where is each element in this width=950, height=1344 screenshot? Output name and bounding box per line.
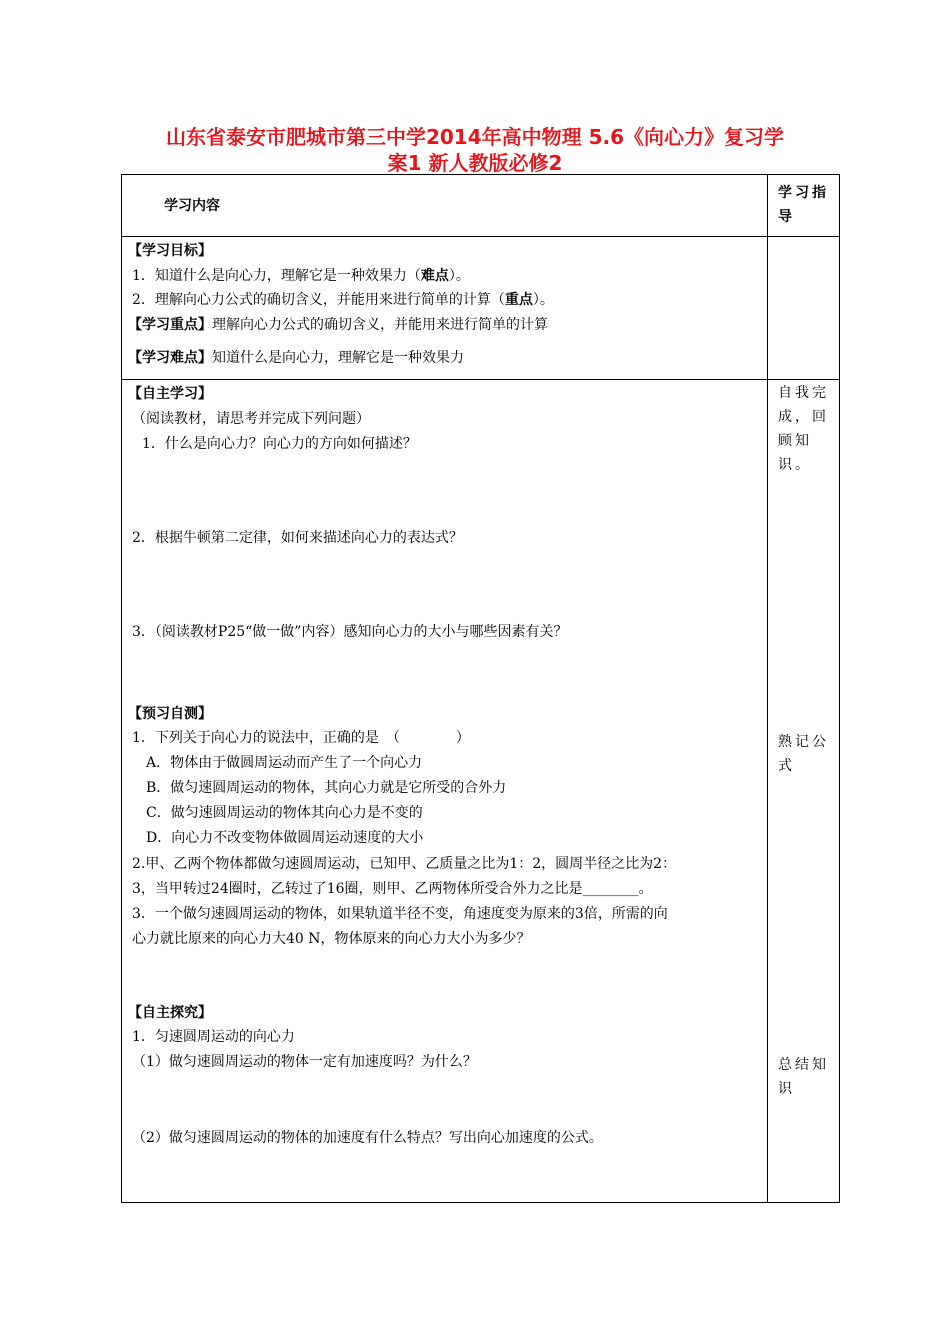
title-line-1: 山东省泰安市肥城市第三中学2014年高中物理 5.6《向心力》复习学 <box>165 125 785 149</box>
preview-q2-line1: 2.甲、乙两个物体都做匀速圆周运动，已知甲、乙质量之比为1：2，圆周半径之比为2： <box>132 856 677 872</box>
preview-q1-option-c: C．做匀速圆周运动的物体其向心力是不变的 <box>146 805 423 821</box>
key-point: 【学习重点】理解向心力公式的确切含义，并能用来进行简单的计算 <box>128 317 548 333</box>
self-study-note: （阅读教材，请思考并完成下列问题） <box>132 411 370 427</box>
explore-sub-2: （2）做匀速圆周运动的物体的加速度有什么特点？写出向心加速度的公式。 <box>132 1130 603 1146</box>
row-divider-objectives <box>122 379 839 380</box>
self-study-q3: 3．（阅读教材P25“做一做”内容）感知向心力的大小与哪些因素有关？ <box>132 624 568 640</box>
preview-q1: 1．下列关于向心力的说法中，正确的是 （ ） <box>132 730 470 746</box>
objective-2: 2．理解向心力公式的确切含义，并能用来进行简单的计算（重点）。 <box>132 292 554 308</box>
preview-q3-line2: 心力就比原来的向心力大40 N，物体原来的向心力大小为多少？ <box>132 931 531 947</box>
title-line-2: 案1 新人教版必修2 <box>387 151 563 175</box>
row-divider-header <box>122 236 839 237</box>
objective-1: 1．知道什么是向心力，理解它是一种效果力（难点）。 <box>132 268 470 284</box>
guide-note-3: 总结知识 <box>778 1057 829 1097</box>
header-guide: 学习指导 <box>778 185 829 225</box>
objectives-heading: 【学习目标】 <box>128 243 212 259</box>
guide-note-1: 自我完成，回顾知识。 <box>778 385 829 473</box>
header-content: 学习内容 <box>164 198 220 214</box>
column-divider <box>767 175 768 1202</box>
explore-sub-1: （1）做匀速圆周运动的物体一定有加速度吗？为什么？ <box>132 1054 477 1070</box>
study-table <box>121 174 840 1203</box>
preview-q2-line2: 3，当甲转过24圈时，乙转过了16圈，则甲、乙两物体所受合外力之比是________。 <box>132 881 653 897</box>
self-study-q2: 2．根据牛顿第二定律，如何来描述向心力的表达式？ <box>132 530 463 546</box>
self-study-q1: 1．什么是向心力？向心力的方向如何描述？ <box>142 436 417 452</box>
explore-item-1: 1．匀速圆周运动的向心力 <box>132 1029 295 1045</box>
explore-heading: 【自主探究】 <box>128 1005 212 1021</box>
preview-q1-option-d: D．向心力不改变物体做圆周运动速度的大小 <box>146 830 424 846</box>
preview-q3-line1: 3．一个做匀速圆周运动的物体，如果轨道半径不变，角速度变为原来的3倍，所需的向 <box>132 906 668 922</box>
self-study-heading: 【自主学习】 <box>128 386 212 402</box>
preview-heading: 【预习自测】 <box>128 706 212 722</box>
document-title <box>110 124 840 176</box>
guide-note-2: 熟记公式 <box>778 734 829 774</box>
difficult-point: 【学习难点】知道什么是向心力，理解它是一种效果力 <box>128 350 464 366</box>
preview-q1-option-b: B．做匀速圆周运动的物体，其向心力就是它所受的合外力 <box>146 780 507 796</box>
preview-q1-option-a: A．物体由于做圆周运动而产生了一个向心力 <box>146 755 423 771</box>
